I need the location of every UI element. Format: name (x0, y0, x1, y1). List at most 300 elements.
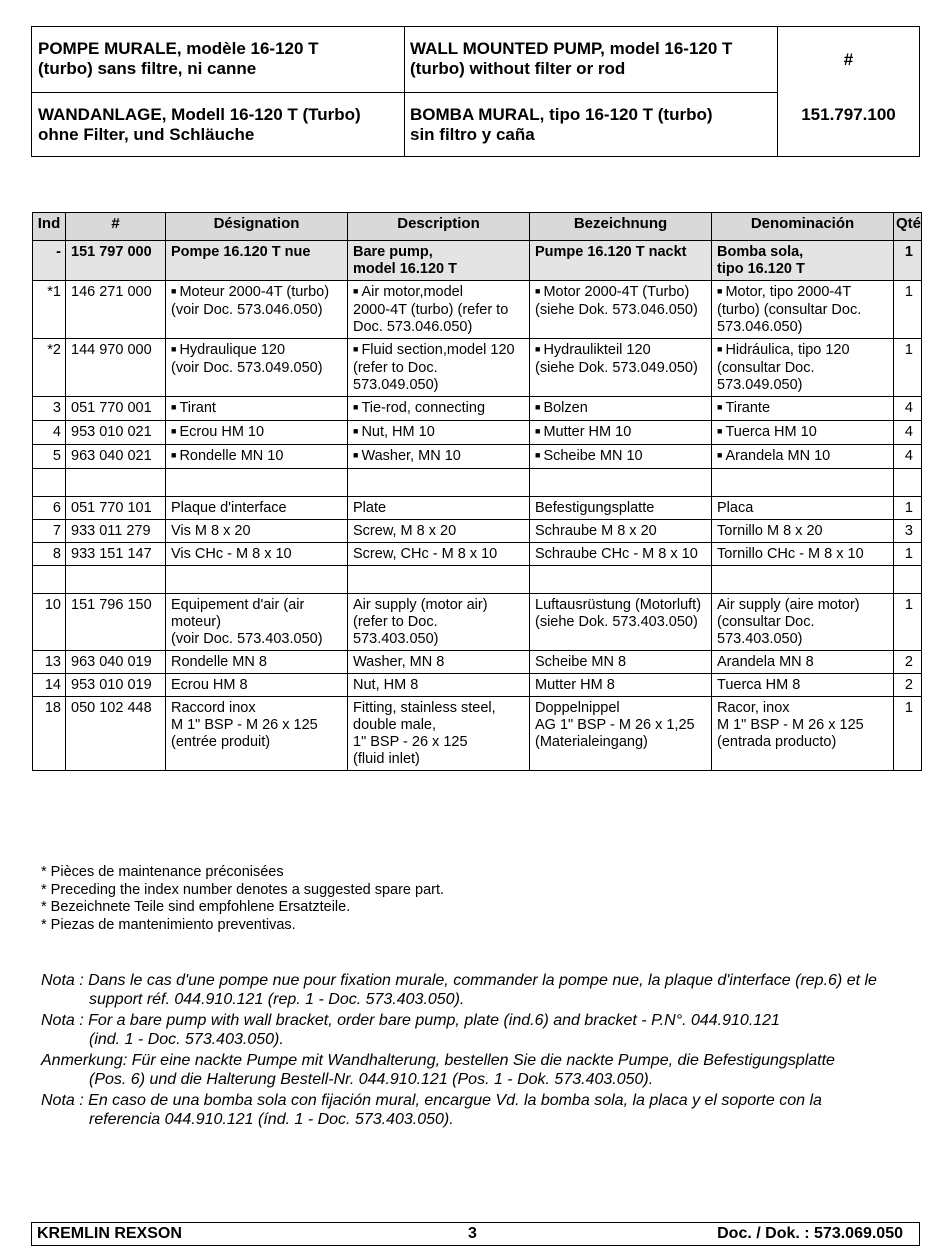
cell-text: Screw, CHc - M 8 x 10 (353, 546, 498, 562)
bullet-icon: ■ (171, 402, 177, 412)
cell-fr (166, 497, 348, 520)
bullet-icon: ■ (353, 344, 359, 354)
col-designation-fr-header: Désignation (166, 213, 348, 241)
cell-de (530, 397, 712, 421)
cell-qty: 3 (894, 520, 922, 543)
cell-es (712, 397, 894, 421)
cell-line (353, 597, 525, 614)
cell-line (171, 631, 343, 648)
cell-text: Tornillo M 8 x 20 (717, 523, 823, 539)
cell-line (717, 377, 889, 394)
empty-cell (348, 469, 530, 497)
cell-line (353, 424, 525, 442)
cell-text: Moteur 2000-4T (turbo) (179, 284, 330, 300)
cell-es (712, 697, 894, 771)
table-body (33, 241, 922, 771)
empty-cell (66, 566, 166, 594)
cell-text: 573.049.050) (353, 377, 439, 393)
cell-line (353, 734, 525, 751)
note-fr (41, 972, 921, 1009)
cell-text: 2000-4T (turbo) (refer to (353, 302, 509, 318)
cell-part-number: 933 011 279 (66, 520, 166, 543)
cell-line (171, 717, 343, 734)
cell-text: 573.046.050) (717, 319, 803, 335)
cell-de (530, 445, 712, 469)
parts-table (32, 212, 922, 771)
cell-text: Arandela MN 10 (725, 448, 831, 464)
cell-en (348, 520, 530, 543)
bullet-icon: ■ (353, 450, 359, 460)
hash-label: # (843, 49, 854, 69)
cell-line (353, 377, 525, 394)
cell-text: Vis M 8 x 20 (171, 523, 251, 539)
cell-line (353, 302, 525, 319)
cell-line (535, 546, 707, 563)
cell-text: Pompe 16.120 T nue (171, 244, 311, 260)
empty-cell (530, 469, 712, 497)
cell-text: Rondelle MN 10 (179, 448, 284, 464)
cell-text: Tornillo CHc - M 8 x 10 (717, 546, 864, 562)
title-de-line2: ohne Filter, und Schläuche (38, 125, 255, 144)
reference-number: 151.797.100 (801, 104, 896, 124)
cell-line (535, 523, 707, 540)
cell-text: 573.403.050) (353, 631, 439, 647)
cell-line (171, 597, 343, 614)
cell-es (712, 543, 894, 566)
bullet-icon: ■ (171, 450, 177, 460)
cell-part-number: 963 040 019 (66, 651, 166, 674)
cell-line (171, 546, 343, 563)
cell-line (717, 360, 889, 377)
cell-text: (consultar Doc. (717, 614, 815, 630)
cell-ind: 7 (33, 520, 66, 543)
cell-en (348, 397, 530, 421)
cell-es (712, 674, 894, 697)
cell-es (712, 520, 894, 543)
cell-line (353, 244, 525, 261)
cell-en (348, 421, 530, 445)
bullet-icon: ■ (171, 426, 177, 436)
cell-text: 573.403.050) (717, 631, 803, 647)
cell-line (535, 734, 707, 751)
cell-text: Motor 2000-4T (Turbo) (543, 284, 690, 300)
cell-line (535, 700, 707, 717)
cell-text: Rondelle MN 8 (171, 654, 267, 670)
title-fr (32, 33, 404, 85)
cell-line (171, 244, 343, 261)
cell-text: 1" BSP - 26 x 125 (353, 734, 468, 750)
cell-line (353, 677, 525, 694)
cell-line (717, 734, 889, 751)
cell-text: Screw, M 8 x 20 (353, 523, 457, 539)
cell-ind: 10 (33, 594, 66, 651)
cell-fr (166, 520, 348, 543)
bullet-icon: ■ (717, 402, 723, 412)
cell-text: Fluid section,model 120 (361, 342, 515, 358)
cell-line (717, 631, 889, 648)
table-row (33, 421, 922, 445)
empty-cell (166, 566, 348, 594)
cell-text: Placa (717, 500, 754, 516)
cell-qty: 1 (894, 281, 922, 339)
cell-text: (refer to Doc. (353, 360, 438, 376)
cell-line (171, 302, 343, 319)
cell-en (348, 241, 530, 281)
cell-line (535, 342, 707, 360)
cell-text: Bare pump, (353, 244, 433, 260)
cell-line (353, 523, 525, 540)
empty-cell (894, 469, 922, 497)
cell-qty: 1 (894, 497, 922, 520)
col-number-header: # (66, 213, 166, 241)
cell-es (712, 497, 894, 520)
col-qty-header: Qté (894, 213, 922, 241)
cell-text: Scheibe MN 8 (535, 654, 627, 670)
cell-line (535, 597, 707, 614)
cell-line (717, 597, 889, 614)
cell-text: Washer, MN 8 (353, 654, 445, 670)
empty-cell (66, 469, 166, 497)
cell-text: Tirante (725, 400, 771, 416)
title-es-line2: sin filtro y caña (410, 125, 535, 144)
cell-de (530, 543, 712, 566)
cell-text: Hidráulica, tipo 120 (725, 342, 850, 358)
cell-line (353, 319, 525, 336)
cell-line (171, 342, 343, 360)
note-text: For a bare pump with wall bracket, order bare pump, plate (ind.6) and bracket - P.N°. 044.910.121 (88, 1012, 780, 1029)
cell-es (712, 421, 894, 445)
cell-text: (turbo) (consultar Doc. (717, 302, 862, 318)
cell-text: (siehe Dok. 573.046.050) (535, 302, 698, 318)
cell-line (535, 244, 707, 261)
cell-ind: 4 (33, 421, 66, 445)
cell-line (171, 614, 343, 631)
cell-text: double male, (353, 717, 437, 733)
bullet-icon: ■ (535, 286, 541, 296)
cell-text: (siehe Dok. 573.049.050) (535, 360, 698, 376)
cell-fr (166, 651, 348, 674)
cell-qty: 4 (894, 397, 922, 421)
cell-ind: 14 (33, 674, 66, 697)
bullet-icon: ■ (353, 402, 359, 412)
cell-ind: - (33, 241, 66, 281)
cell-part-number: 963 040 021 (66, 445, 166, 469)
cell-line (535, 717, 707, 734)
cell-es (712, 594, 894, 651)
cell-ind: 13 (33, 651, 66, 674)
cell-line (535, 284, 707, 302)
company-name: KREMLIN REXSON (37, 1225, 182, 1242)
cell-line (535, 360, 707, 377)
table-row (33, 339, 922, 397)
table-row (33, 543, 922, 566)
cell-line (535, 614, 707, 631)
cell-qty: 1 (894, 241, 922, 281)
cell-line (535, 500, 707, 517)
title-block (31, 26, 920, 157)
cell-en (348, 697, 530, 771)
table-row (33, 697, 922, 771)
empty-cell (166, 469, 348, 497)
cell-ind: 5 (33, 445, 66, 469)
cell-text: (consultar Doc. (717, 360, 815, 376)
note-de (41, 1052, 921, 1089)
cell-line (353, 631, 525, 648)
cell-text: (voir Doc. 573.403.050) (171, 631, 323, 647)
cell-text: Mutter HM 8 (535, 677, 615, 693)
cell-text: Scheibe MN 10 (543, 448, 643, 464)
table-header-row (33, 213, 922, 241)
cell-en (348, 339, 530, 397)
cell-line (717, 342, 889, 360)
cell-part-number: 151 796 150 (66, 594, 166, 651)
footnote: * Pièces de maintenance préconisées (41, 864, 284, 880)
cell-line (171, 677, 343, 694)
footnote: * Bezeichnete Teile sind empfohlene Ersatzteile. (41, 899, 351, 915)
cell-text: moteur) (171, 614, 221, 630)
cell-line (353, 614, 525, 631)
cell-line (717, 319, 889, 336)
cell-text: (entrada producto) (717, 734, 837, 750)
cell-de (530, 281, 712, 339)
table-row (33, 594, 922, 651)
cell-line (535, 677, 707, 694)
cell-en (348, 651, 530, 674)
cell-line (535, 302, 707, 319)
cell-text: (Materialeingang) (535, 734, 648, 750)
cell-part-number: 146 271 000 (66, 281, 166, 339)
cell-part-number: 151 797 000 (66, 241, 166, 281)
cell-en (348, 281, 530, 339)
cell-text: Bolzen (543, 400, 588, 416)
empty-cell (530, 566, 712, 594)
cell-ind: 6 (33, 497, 66, 520)
cell-text: M 1" BSP - M 26 x 125 (717, 717, 864, 733)
table-row (33, 241, 922, 281)
cell-text: Nut, HM 10 (361, 424, 435, 440)
cell-text: Motor, tipo 2000-4T (725, 284, 852, 300)
bullet-icon: ■ (353, 426, 359, 436)
col-ind-header: Ind (33, 213, 66, 241)
cell-text: Nut, HM 8 (353, 677, 419, 693)
cell-line (353, 400, 525, 418)
cell-text: Air supply (aire motor) (717, 597, 860, 613)
bullet-icon: ■ (535, 450, 541, 460)
cell-line (171, 734, 343, 751)
empty-cell (33, 566, 66, 594)
cell-line (353, 284, 525, 302)
cell-text: Bomba sola, (717, 244, 804, 260)
note-text-cont: support réf. 044.910.121 (rep. 1 - Doc. 573.403.050). (89, 990, 465, 1008)
title-en (404, 33, 777, 85)
table-row (33, 674, 922, 697)
footnotes (41, 864, 444, 934)
cell-part-number: 933 151 147 (66, 543, 166, 566)
table-row (33, 566, 922, 594)
page-footer (31, 1222, 920, 1246)
title-fr-line2: (turbo) sans filtre, ni canne (38, 59, 257, 78)
title-de (32, 99, 404, 151)
table-row (33, 469, 922, 497)
note-label: Nota : (41, 1012, 84, 1029)
cell-text: (voir Doc. 573.046.050) (171, 302, 323, 318)
col-denominacion-es-header: Denominación (712, 213, 894, 241)
cell-text: Tuerca HM 8 (717, 677, 801, 693)
cell-fr (166, 674, 348, 697)
cell-part-number: 051 770 101 (66, 497, 166, 520)
cell-de (530, 697, 712, 771)
cell-line (717, 717, 889, 734)
cell-line (171, 400, 343, 418)
cell-line (353, 546, 525, 563)
cell-part-number: 144 970 000 (66, 339, 166, 397)
bullet-icon: ■ (353, 286, 359, 296)
doc-number: Doc. / Dok. : 573.069.050 (717, 1225, 903, 1242)
cell-line (171, 284, 343, 302)
cell-part-number: 953 010 021 (66, 421, 166, 445)
cell-fr (166, 397, 348, 421)
cell-text: (refer to Doc. (353, 614, 438, 630)
note-label: Anmerkung: (41, 1052, 128, 1069)
page-number: 3 (468, 1225, 477, 1242)
cell-de (530, 241, 712, 281)
cell-line (353, 717, 525, 734)
cell-en (348, 497, 530, 520)
cell-line (717, 244, 889, 261)
cell-text: Schraube M 8 x 20 (535, 523, 657, 539)
cell-line (717, 261, 889, 278)
empty-cell (712, 469, 894, 497)
cell-qty: 1 (894, 339, 922, 397)
note-label: Nota : (41, 972, 84, 989)
cell-line (353, 448, 525, 466)
cell-text: Equipement d'air (air (171, 597, 305, 613)
cell-text: Doc. 573.046.050) (353, 319, 473, 335)
cell-line (353, 654, 525, 671)
cell-qty: 1 (894, 594, 922, 651)
cell-line (353, 360, 525, 377)
cell-line (535, 654, 707, 671)
note-label: Nota : (41, 1092, 84, 1109)
note-text: Dans le cas d'une pompe nue pour fixation murale, commander la pompe nue, la plaque d'interface (rep.6) et le (88, 972, 877, 989)
cell-de (530, 674, 712, 697)
cell-line (353, 700, 525, 717)
cell-ind: *2 (33, 339, 66, 397)
cell-line (717, 677, 889, 694)
note-en (41, 1012, 921, 1049)
cell-text: M 1" BSP - M 26 x 125 (171, 717, 318, 733)
cell-es (712, 651, 894, 674)
cell-line (717, 614, 889, 631)
cell-line (717, 424, 889, 442)
table-row (33, 520, 922, 543)
cell-fr (166, 241, 348, 281)
cell-en (348, 674, 530, 697)
cell-qty: 1 (894, 697, 922, 771)
cell-text: (entrée produit) (171, 734, 271, 750)
cell-ind: 3 (33, 397, 66, 421)
cell-de (530, 421, 712, 445)
cell-line (717, 284, 889, 302)
bullet-icon: ■ (171, 344, 177, 354)
title-es-line1: BOMBA MURAL, tipo 16-120 T (turbo) (410, 105, 713, 124)
bullet-icon: ■ (171, 286, 177, 296)
bullet-icon: ■ (717, 344, 723, 354)
cell-de (530, 339, 712, 397)
cell-text: AG 1" BSP - M 26 x 1,25 (535, 717, 695, 733)
cell-line (171, 448, 343, 466)
note-text: En caso de una bomba sola con fijación mural, encargue Vd. la bomba sola, la placa y el soporte con la (88, 1092, 822, 1109)
cell-text: Raccord inox (171, 700, 256, 716)
title-fr-line1: POMPE MURALE, modèle 16-120 T (38, 39, 319, 58)
cell-line (171, 360, 343, 377)
cell-en (348, 594, 530, 651)
bullet-icon: ■ (535, 402, 541, 412)
bullet-icon: ■ (717, 450, 723, 460)
cell-text: Luftausrüstung (Motorluft) (535, 597, 702, 613)
cell-fr (166, 339, 348, 397)
cell-line (171, 700, 343, 717)
notes-section (41, 972, 921, 1132)
cell-fr (166, 281, 348, 339)
cell-line (353, 261, 525, 278)
cell-ind: 8 (33, 543, 66, 566)
table-row (33, 445, 922, 469)
cell-line (717, 400, 889, 418)
cell-text: Doppelnippel (535, 700, 620, 716)
cell-fr (166, 445, 348, 469)
cell-de (530, 594, 712, 651)
cell-line (717, 654, 889, 671)
cell-text: model 16.120 T (353, 261, 457, 277)
cell-line (171, 523, 343, 540)
cell-part-number: 953 010 019 (66, 674, 166, 697)
cell-qty: 1 (894, 543, 922, 566)
cell-line (717, 500, 889, 517)
title-en-line2: (turbo) without filter or rod (410, 59, 626, 78)
table-row (33, 281, 922, 339)
cell-line (171, 500, 343, 517)
cell-text: (fluid inlet) (353, 751, 420, 767)
bullet-icon: ■ (717, 426, 723, 436)
bullet-icon: ■ (535, 344, 541, 354)
cell-text: Fitting, stainless steel, (353, 700, 496, 716)
cell-text: Tie-rod, connecting (361, 400, 486, 416)
cell-text: Befestigungsplatte (535, 500, 655, 516)
table-row (33, 651, 922, 674)
cell-text: Air motor,model (361, 284, 463, 300)
bullet-icon: ■ (535, 426, 541, 436)
cell-line (535, 448, 707, 466)
cell-fr (166, 543, 348, 566)
cell-part-number: 050 102 448 (66, 697, 166, 771)
cell-ind: 18 (33, 697, 66, 771)
cell-text: (voir Doc. 573.049.050) (171, 360, 323, 376)
empty-cell (33, 469, 66, 497)
table-row (33, 397, 922, 421)
cell-line (535, 400, 707, 418)
cell-text: Tuerca HM 10 (725, 424, 817, 440)
cell-line (717, 302, 889, 319)
cell-text: Ecrou HM 8 (171, 677, 248, 693)
cell-qty: 4 (894, 421, 922, 445)
cell-line (535, 424, 707, 442)
empty-cell (348, 566, 530, 594)
cell-text: Schraube CHc - M 8 x 10 (535, 546, 698, 562)
cell-text: Vis CHc - M 8 x 10 (171, 546, 292, 562)
empty-cell (894, 566, 922, 594)
title-de-line1: WANDANLAGE, Modell 16-120 T (Turbo) (38, 105, 361, 124)
